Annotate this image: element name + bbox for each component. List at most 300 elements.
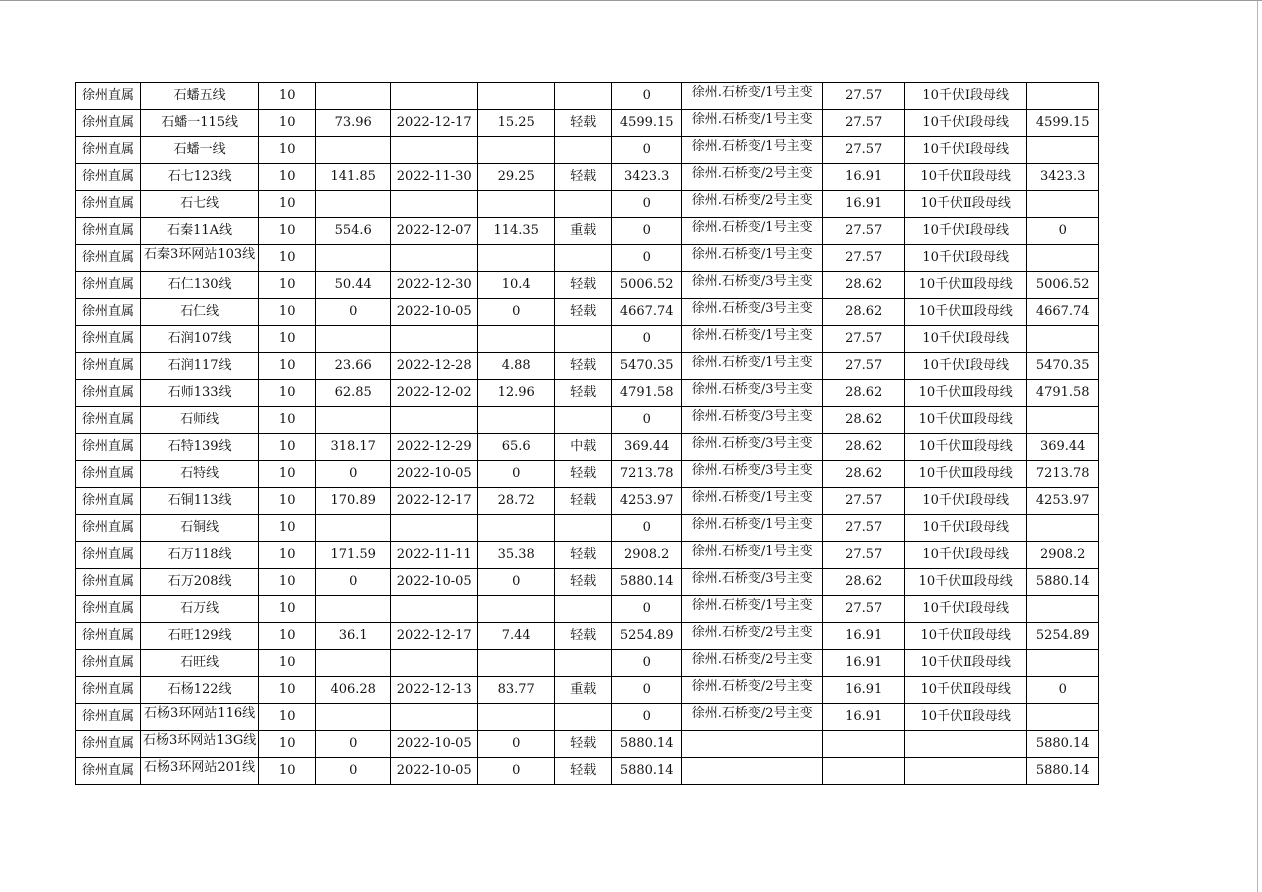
cell-date[interactable]: 2022-12-30 <box>391 272 478 299</box>
cell-source-transformer[interactable]: 徐州.石桥变/1号主变 <box>682 488 823 515</box>
cell-date[interactable] <box>391 326 478 353</box>
cell-current[interactable]: 50.44 <box>316 272 391 299</box>
cell-source-transformer[interactable]: 徐州.石桥变/1号主变 <box>682 218 823 245</box>
cell-current[interactable] <box>316 191 391 218</box>
cell-capacity[interactable]: 5254.89 <box>612 623 682 650</box>
cell-capacity[interactable]: 5470.35 <box>612 353 682 380</box>
cell-bus-section[interactable]: 10千伏Ⅰ段母线 <box>905 515 1027 542</box>
cell-load-status[interactable]: 轻载 <box>555 569 612 596</box>
cell-voltage[interactable]: 10 <box>259 434 316 461</box>
cell-bus-section[interactable]: 10千伏Ⅲ段母线 <box>905 569 1027 596</box>
cell-load-status[interactable]: 轻载 <box>555 623 612 650</box>
cell-load-rate[interactable]: 83.77 <box>478 677 555 704</box>
cell-date[interactable]: 2022-12-17 <box>391 110 478 137</box>
cell-date[interactable]: 2022-10-05 <box>391 299 478 326</box>
cell-margin[interactable]: 0 <box>1027 677 1099 704</box>
cell-date[interactable]: 2022-12-17 <box>391 623 478 650</box>
cell-load-status[interactable]: 轻载 <box>555 488 612 515</box>
cell-load-rate[interactable] <box>478 326 555 353</box>
cell-transformer-value[interactable]: 28.62 <box>823 272 905 299</box>
cell-current[interactable] <box>316 704 391 731</box>
cell-margin[interactable]: 3423.3 <box>1027 164 1099 191</box>
cell-voltage[interactable]: 10 <box>259 623 316 650</box>
cell-voltage[interactable]: 10 <box>259 650 316 677</box>
cell-transformer-value[interactable]: 16.91 <box>823 191 905 218</box>
cell-unit[interactable]: 徐州直属 <box>76 164 141 191</box>
cell-margin[interactable]: 5880.14 <box>1027 758 1099 785</box>
cell-load-rate[interactable]: 35.38 <box>478 542 555 569</box>
cell-transformer-value[interactable]: 27.57 <box>823 218 905 245</box>
cell-line-name[interactable]: 石仁线 <box>141 299 259 326</box>
cell-line-name[interactable]: 石七123线 <box>141 164 259 191</box>
cell-capacity[interactable]: 0 <box>612 677 682 704</box>
cell-capacity[interactable]: 0 <box>612 515 682 542</box>
cell-bus-section[interactable]: 10千伏Ⅲ段母线 <box>905 380 1027 407</box>
cell-date[interactable] <box>391 596 478 623</box>
cell-load-status[interactable]: 轻载 <box>555 299 612 326</box>
cell-unit[interactable]: 徐州直属 <box>76 245 141 272</box>
cell-bus-section[interactable]: 10千伏Ⅰ段母线 <box>905 245 1027 272</box>
cell-transformer-value[interactable]: 28.62 <box>823 407 905 434</box>
cell-unit[interactable]: 徐州直属 <box>76 191 141 218</box>
cell-bus-section[interactable]: 10千伏Ⅰ段母线 <box>905 218 1027 245</box>
cell-date[interactable] <box>391 191 478 218</box>
cell-load-status[interactable]: 轻载 <box>555 164 612 191</box>
cell-current[interactable]: 23.66 <box>316 353 391 380</box>
cell-capacity[interactable]: 5880.14 <box>612 569 682 596</box>
cell-transformer-value[interactable]: 16.91 <box>823 164 905 191</box>
cell-load-rate[interactable]: 29.25 <box>478 164 555 191</box>
cell-transformer-value[interactable]: 27.57 <box>823 137 905 164</box>
cell-capacity[interactable]: 3423.3 <box>612 164 682 191</box>
cell-bus-section[interactable]: 10千伏Ⅰ段母线 <box>905 110 1027 137</box>
cell-unit[interactable]: 徐州直属 <box>76 596 141 623</box>
cell-current[interactable]: 36.1 <box>316 623 391 650</box>
cell-load-status[interactable]: 轻载 <box>555 272 612 299</box>
cell-date[interactable] <box>391 704 478 731</box>
cell-current[interactable]: 0 <box>316 758 391 785</box>
cell-transformer-value[interactable]: 27.57 <box>823 83 905 110</box>
cell-date[interactable] <box>391 245 478 272</box>
cell-load-status[interactable] <box>555 83 612 110</box>
cell-transformer-value[interactable]: 27.57 <box>823 542 905 569</box>
cell-load-status[interactable]: 轻载 <box>555 758 612 785</box>
cell-unit[interactable]: 徐州直属 <box>76 461 141 488</box>
cell-source-transformer[interactable]: 徐州.石桥变/1号主变 <box>682 245 823 272</box>
cell-load-status[interactable] <box>555 245 612 272</box>
cell-line-name[interactable]: 石杨122线 <box>141 677 259 704</box>
cell-load-rate[interactable] <box>478 407 555 434</box>
cell-capacity[interactable]: 0 <box>612 218 682 245</box>
cell-date[interactable]: 2022-10-05 <box>391 758 478 785</box>
cell-bus-section[interactable]: 10千伏Ⅲ段母线 <box>905 407 1027 434</box>
cell-load-status[interactable] <box>555 596 612 623</box>
cell-transformer-value[interactable]: 28.62 <box>823 461 905 488</box>
cell-margin[interactable] <box>1027 596 1099 623</box>
cell-transformer-value[interactable]: 16.91 <box>823 650 905 677</box>
cell-line-name[interactable]: 石润107线 <box>141 326 259 353</box>
cell-unit[interactable]: 徐州直属 <box>76 218 141 245</box>
cell-source-transformer[interactable]: 徐州.石桥变/2号主变 <box>682 191 823 218</box>
cell-date[interactable]: 2022-10-05 <box>391 731 478 758</box>
cell-capacity[interactable]: 0 <box>612 650 682 677</box>
cell-load-status[interactable]: 轻载 <box>555 110 612 137</box>
cell-date[interactable]: 2022-12-13 <box>391 677 478 704</box>
cell-load-rate[interactable] <box>478 245 555 272</box>
cell-load-rate[interactable] <box>478 650 555 677</box>
cell-date[interactable]: 2022-12-28 <box>391 353 478 380</box>
cell-load-status[interactable]: 重载 <box>555 218 612 245</box>
cell-capacity[interactable]: 4599.15 <box>612 110 682 137</box>
cell-capacity[interactable]: 0 <box>612 245 682 272</box>
cell-source-transformer[interactable]: 徐州.石桥变/1号主变 <box>682 542 823 569</box>
cell-unit[interactable]: 徐州直属 <box>76 731 141 758</box>
cell-line-name[interactable]: 石蟠一线 <box>141 137 259 164</box>
cell-margin[interactable]: 5470.35 <box>1027 353 1099 380</box>
cell-margin[interactable] <box>1027 650 1099 677</box>
cell-unit[interactable]: 徐州直属 <box>76 110 141 137</box>
cell-bus-section[interactable]: 10千伏Ⅰ段母线 <box>905 83 1027 110</box>
cell-capacity[interactable]: 4253.97 <box>612 488 682 515</box>
cell-unit[interactable]: 徐州直属 <box>76 272 141 299</box>
cell-line-name[interactable]: 石秦11A线 <box>141 218 259 245</box>
cell-load-status[interactable] <box>555 137 612 164</box>
cell-line-name[interactable]: 石润117线 <box>141 353 259 380</box>
cell-load-rate[interactable] <box>478 596 555 623</box>
cell-voltage[interactable]: 10 <box>259 218 316 245</box>
cell-line-name[interactable]: 石铜线 <box>141 515 259 542</box>
cell-load-rate[interactable] <box>478 515 555 542</box>
cell-load-status[interactable]: 轻载 <box>555 461 612 488</box>
cell-load-rate[interactable]: 12.96 <box>478 380 555 407</box>
cell-source-transformer[interactable]: 徐州.石桥变/1号主变 <box>682 137 823 164</box>
cell-capacity[interactable]: 0 <box>612 137 682 164</box>
cell-unit[interactable]: 徐州直属 <box>76 83 141 110</box>
cell-current[interactable] <box>316 245 391 272</box>
cell-source-transformer[interactable]: 徐州.石桥变/3号主变 <box>682 299 823 326</box>
cell-margin[interactable]: 5254.89 <box>1027 623 1099 650</box>
cell-load-status[interactable]: 中载 <box>555 434 612 461</box>
cell-bus-section[interactable]: 10千伏Ⅱ段母线 <box>905 677 1027 704</box>
cell-load-status[interactable] <box>555 407 612 434</box>
cell-margin[interactable]: 0 <box>1027 218 1099 245</box>
cell-load-rate[interactable]: 10.4 <box>478 272 555 299</box>
cell-transformer-value[interactable]: 16.91 <box>823 623 905 650</box>
cell-bus-section[interactable]: 10千伏Ⅲ段母线 <box>905 434 1027 461</box>
cell-capacity[interactable]: 0 <box>612 596 682 623</box>
cell-capacity[interactable]: 0 <box>612 326 682 353</box>
cell-date[interactable] <box>391 515 478 542</box>
cell-date[interactable]: 2022-12-02 <box>391 380 478 407</box>
cell-current[interactable]: 0 <box>316 461 391 488</box>
cell-voltage[interactable]: 10 <box>259 83 316 110</box>
cell-load-status[interactable] <box>555 704 612 731</box>
cell-current[interactable] <box>316 326 391 353</box>
cell-load-status[interactable]: 轻载 <box>555 380 612 407</box>
cell-unit[interactable]: 徐州直属 <box>76 677 141 704</box>
cell-bus-section[interactable]: 10千伏Ⅰ段母线 <box>905 326 1027 353</box>
cell-current[interactable] <box>316 650 391 677</box>
cell-date[interactable]: 2022-12-29 <box>391 434 478 461</box>
cell-current[interactable]: 0 <box>316 731 391 758</box>
cell-load-status[interactable]: 轻载 <box>555 353 612 380</box>
cell-bus-section[interactable]: 10千伏Ⅱ段母线 <box>905 164 1027 191</box>
cell-current[interactable]: 170.89 <box>316 488 391 515</box>
cell-current[interactable]: 62.85 <box>316 380 391 407</box>
cell-capacity[interactable]: 5880.14 <box>612 731 682 758</box>
cell-transformer-value[interactable]: 16.91 <box>823 677 905 704</box>
cell-bus-section[interactable]: 10千伏Ⅰ段母线 <box>905 596 1027 623</box>
cell-date[interactable] <box>391 407 478 434</box>
cell-date[interactable]: 2022-12-07 <box>391 218 478 245</box>
cell-source-transformer[interactable]: 徐州.石桥变/1号主变 <box>682 83 823 110</box>
cell-load-rate[interactable]: 0 <box>478 731 555 758</box>
cell-margin[interactable] <box>1027 407 1099 434</box>
cell-current[interactable]: 0 <box>316 569 391 596</box>
cell-source-transformer[interactable]: 徐州.石桥变/1号主变 <box>682 515 823 542</box>
cell-voltage[interactable]: 10 <box>259 272 316 299</box>
cell-voltage[interactable]: 10 <box>259 407 316 434</box>
cell-unit[interactable]: 徐州直属 <box>76 326 141 353</box>
cell-bus-section[interactable]: 10千伏Ⅰ段母线 <box>905 137 1027 164</box>
cell-line-name[interactable]: 石秦3环网站103线 <box>141 245 259 272</box>
cell-voltage[interactable]: 10 <box>259 515 316 542</box>
cell-voltage[interactable]: 10 <box>259 353 316 380</box>
cell-voltage[interactable]: 10 <box>259 380 316 407</box>
cell-load-status[interactable] <box>555 515 612 542</box>
cell-source-transformer[interactable] <box>682 731 823 758</box>
cell-margin[interactable] <box>1027 137 1099 164</box>
cell-voltage[interactable]: 10 <box>259 299 316 326</box>
cell-bus-section[interactable]: 10千伏Ⅱ段母线 <box>905 191 1027 218</box>
cell-source-transformer[interactable]: 徐州.石桥变/3号主变 <box>682 461 823 488</box>
cell-source-transformer[interactable]: 徐州.石桥变/3号主变 <box>682 407 823 434</box>
cell-voltage[interactable]: 10 <box>259 164 316 191</box>
cell-current[interactable] <box>316 515 391 542</box>
cell-voltage[interactable]: 10 <box>259 569 316 596</box>
cell-load-rate[interactable]: 7.44 <box>478 623 555 650</box>
cell-load-rate[interactable]: 0 <box>478 569 555 596</box>
cell-voltage[interactable]: 10 <box>259 461 316 488</box>
cell-bus-section[interactable]: 10千伏Ⅱ段母线 <box>905 704 1027 731</box>
cell-source-transformer[interactable]: 徐州.石桥变/2号主变 <box>682 623 823 650</box>
cell-source-transformer[interactable]: 徐州.石桥变/2号主变 <box>682 704 823 731</box>
cell-line-name[interactable]: 石杨3环网站116线 <box>141 704 259 731</box>
cell-unit[interactable]: 徐州直属 <box>76 569 141 596</box>
cell-line-name[interactable]: 石万208线 <box>141 569 259 596</box>
cell-date[interactable] <box>391 83 478 110</box>
cell-date[interactable]: 2022-12-17 <box>391 488 478 515</box>
cell-capacity[interactable]: 369.44 <box>612 434 682 461</box>
cell-capacity[interactable]: 0 <box>612 407 682 434</box>
cell-bus-section[interactable]: 10千伏Ⅲ段母线 <box>905 299 1027 326</box>
cell-load-rate[interactable]: 28.72 <box>478 488 555 515</box>
cell-source-transformer[interactable]: 徐州.石桥变/1号主变 <box>682 326 823 353</box>
cell-transformer-value[interactable]: 27.57 <box>823 488 905 515</box>
cell-margin[interactable]: 7213.78 <box>1027 461 1099 488</box>
cell-line-name[interactable]: 石铜113线 <box>141 488 259 515</box>
cell-date[interactable]: 2022-10-05 <box>391 569 478 596</box>
cell-load-rate[interactable]: 15.25 <box>478 110 555 137</box>
cell-date[interactable]: 2022-11-11 <box>391 542 478 569</box>
cell-margin[interactable] <box>1027 83 1099 110</box>
cell-source-transformer[interactable]: 徐州.石桥变/1号主变 <box>682 596 823 623</box>
cell-source-transformer[interactable] <box>682 758 823 785</box>
cell-source-transformer[interactable]: 徐州.石桥变/1号主变 <box>682 110 823 137</box>
cell-date[interactable] <box>391 137 478 164</box>
cell-unit[interactable]: 徐州直属 <box>76 623 141 650</box>
cell-capacity[interactable]: 0 <box>612 704 682 731</box>
cell-voltage[interactable]: 10 <box>259 245 316 272</box>
cell-source-transformer[interactable]: 徐州.石桥变/2号主变 <box>682 677 823 704</box>
cell-load-status[interactable]: 轻载 <box>555 731 612 758</box>
cell-capacity[interactable]: 0 <box>612 191 682 218</box>
cell-margin[interactable] <box>1027 326 1099 353</box>
cell-margin[interactable]: 369.44 <box>1027 434 1099 461</box>
cell-transformer-value[interactable]: 28.62 <box>823 299 905 326</box>
cell-voltage[interactable]: 10 <box>259 191 316 218</box>
cell-unit[interactable]: 徐州直属 <box>76 407 141 434</box>
cell-voltage[interactable]: 10 <box>259 596 316 623</box>
cell-unit[interactable]: 徐州直属 <box>76 380 141 407</box>
cell-transformer-value[interactable]: 27.57 <box>823 596 905 623</box>
cell-line-name[interactable]: 石万线 <box>141 596 259 623</box>
cell-bus-section[interactable]: 10千伏Ⅰ段母线 <box>905 542 1027 569</box>
cell-current[interactable] <box>316 137 391 164</box>
cell-unit[interactable]: 徐州直属 <box>76 137 141 164</box>
cell-unit[interactable]: 徐州直属 <box>76 299 141 326</box>
cell-line-name[interactable]: 石师133线 <box>141 380 259 407</box>
cell-current[interactable] <box>316 596 391 623</box>
cell-bus-section[interactable] <box>905 731 1027 758</box>
cell-bus-section[interactable]: 10千伏Ⅱ段母线 <box>905 623 1027 650</box>
cell-voltage[interactable]: 10 <box>259 326 316 353</box>
cell-line-name[interactable]: 石旺线 <box>141 650 259 677</box>
cell-bus-section[interactable] <box>905 758 1027 785</box>
cell-load-rate[interactable]: 4.88 <box>478 353 555 380</box>
cell-bus-section[interactable]: 10千伏Ⅲ段母线 <box>905 272 1027 299</box>
cell-voltage[interactable]: 10 <box>259 731 316 758</box>
cell-margin[interactable]: 5006.52 <box>1027 272 1099 299</box>
cell-unit[interactable]: 徐州直属 <box>76 758 141 785</box>
cell-line-name[interactable]: 石蟠一115线 <box>141 110 259 137</box>
cell-current[interactable]: 406.28 <box>316 677 391 704</box>
cell-current[interactable]: 318.17 <box>316 434 391 461</box>
cell-margin[interactable] <box>1027 704 1099 731</box>
cell-load-status[interactable] <box>555 191 612 218</box>
cell-line-name[interactable]: 石杨3环网站13G线 <box>141 731 259 758</box>
cell-date[interactable]: 2022-10-05 <box>391 461 478 488</box>
cell-line-name[interactable]: 石仁130线 <box>141 272 259 299</box>
cell-transformer-value[interactable]: 16.91 <box>823 704 905 731</box>
cell-transformer-value[interactable]: 27.57 <box>823 326 905 353</box>
cell-transformer-value[interactable]: 28.62 <box>823 434 905 461</box>
cell-date[interactable] <box>391 650 478 677</box>
cell-load-rate[interactable] <box>478 137 555 164</box>
cell-line-name[interactable]: 石七线 <box>141 191 259 218</box>
cell-line-name[interactable]: 石旺129线 <box>141 623 259 650</box>
cell-unit[interactable]: 徐州直属 <box>76 542 141 569</box>
cell-capacity[interactable]: 5880.14 <box>612 758 682 785</box>
cell-load-rate[interactable] <box>478 191 555 218</box>
cell-capacity[interactable]: 4667.74 <box>612 299 682 326</box>
cell-transformer-value[interactable]: 27.57 <box>823 353 905 380</box>
cell-unit[interactable]: 徐州直属 <box>76 434 141 461</box>
cell-transformer-value[interactable]: 28.62 <box>823 380 905 407</box>
cell-line-name[interactable]: 石万118线 <box>141 542 259 569</box>
cell-source-transformer[interactable]: 徐州.石桥变/2号主变 <box>682 650 823 677</box>
cell-margin[interactable]: 4791.58 <box>1027 380 1099 407</box>
cell-source-transformer[interactable]: 徐州.石桥变/3号主变 <box>682 569 823 596</box>
cell-margin[interactable]: 2908.2 <box>1027 542 1099 569</box>
cell-line-name[interactable]: 石蟠五线 <box>141 83 259 110</box>
cell-load-status[interactable]: 重载 <box>555 677 612 704</box>
cell-load-status[interactable] <box>555 326 612 353</box>
cell-unit[interactable]: 徐州直属 <box>76 650 141 677</box>
cell-load-rate[interactable]: 114.35 <box>478 218 555 245</box>
cell-margin[interactable] <box>1027 245 1099 272</box>
cell-load-status[interactable]: 轻载 <box>555 542 612 569</box>
cell-load-rate[interactable] <box>478 704 555 731</box>
cell-transformer-value[interactable]: 27.57 <box>823 110 905 137</box>
cell-unit[interactable]: 徐州直属 <box>76 704 141 731</box>
cell-load-rate[interactable]: 65.6 <box>478 434 555 461</box>
cell-margin[interactable] <box>1027 515 1099 542</box>
cell-unit[interactable]: 徐州直属 <box>76 515 141 542</box>
cell-current[interactable]: 0 <box>316 299 391 326</box>
cell-load-status[interactable] <box>555 650 612 677</box>
cell-load-rate[interactable]: 0 <box>478 299 555 326</box>
cell-source-transformer[interactable]: 徐州.石桥变/3号主变 <box>682 380 823 407</box>
cell-transformer-value[interactable] <box>823 758 905 785</box>
cell-current[interactable]: 141.85 <box>316 164 391 191</box>
cell-current[interactable]: 554.6 <box>316 218 391 245</box>
cell-transformer-value[interactable] <box>823 731 905 758</box>
cell-line-name[interactable]: 石特139线 <box>141 434 259 461</box>
cell-source-transformer[interactable]: 徐州.石桥变/3号主变 <box>682 434 823 461</box>
cell-voltage[interactable]: 10 <box>259 758 316 785</box>
cell-load-rate[interactable]: 0 <box>478 461 555 488</box>
cell-current[interactable]: 171.59 <box>316 542 391 569</box>
cell-voltage[interactable]: 10 <box>259 137 316 164</box>
cell-voltage[interactable]: 10 <box>259 110 316 137</box>
cell-bus-section[interactable]: 10千伏Ⅲ段母线 <box>905 461 1027 488</box>
cell-margin[interactable]: 4667.74 <box>1027 299 1099 326</box>
cell-voltage[interactable]: 10 <box>259 677 316 704</box>
cell-transformer-value[interactable]: 27.57 <box>823 245 905 272</box>
cell-load-rate[interactable]: 0 <box>478 758 555 785</box>
cell-bus-section[interactable]: 10千伏Ⅰ段母线 <box>905 488 1027 515</box>
cell-unit[interactable]: 徐州直属 <box>76 353 141 380</box>
cell-source-transformer[interactable]: 徐州.石桥变/3号主变 <box>682 272 823 299</box>
cell-margin[interactable] <box>1027 191 1099 218</box>
cell-bus-section[interactable]: 10千伏Ⅱ段母线 <box>905 650 1027 677</box>
cell-margin[interactable]: 5880.14 <box>1027 731 1099 758</box>
cell-transformer-value[interactable]: 28.62 <box>823 569 905 596</box>
cell-capacity[interactable]: 4791.58 <box>612 380 682 407</box>
cell-line-name[interactable]: 石师线 <box>141 407 259 434</box>
cell-date[interactable]: 2022-11-30 <box>391 164 478 191</box>
cell-voltage[interactable]: 10 <box>259 704 316 731</box>
cell-transformer-value[interactable]: 27.57 <box>823 515 905 542</box>
cell-margin[interactable]: 4253.97 <box>1027 488 1099 515</box>
cell-voltage[interactable]: 10 <box>259 488 316 515</box>
cell-capacity[interactable]: 7213.78 <box>612 461 682 488</box>
cell-line-name[interactable]: 石特线 <box>141 461 259 488</box>
cell-source-transformer[interactable]: 徐州.石桥变/1号主变 <box>682 353 823 380</box>
cell-voltage[interactable]: 10 <box>259 542 316 569</box>
cell-capacity[interactable]: 5006.52 <box>612 272 682 299</box>
